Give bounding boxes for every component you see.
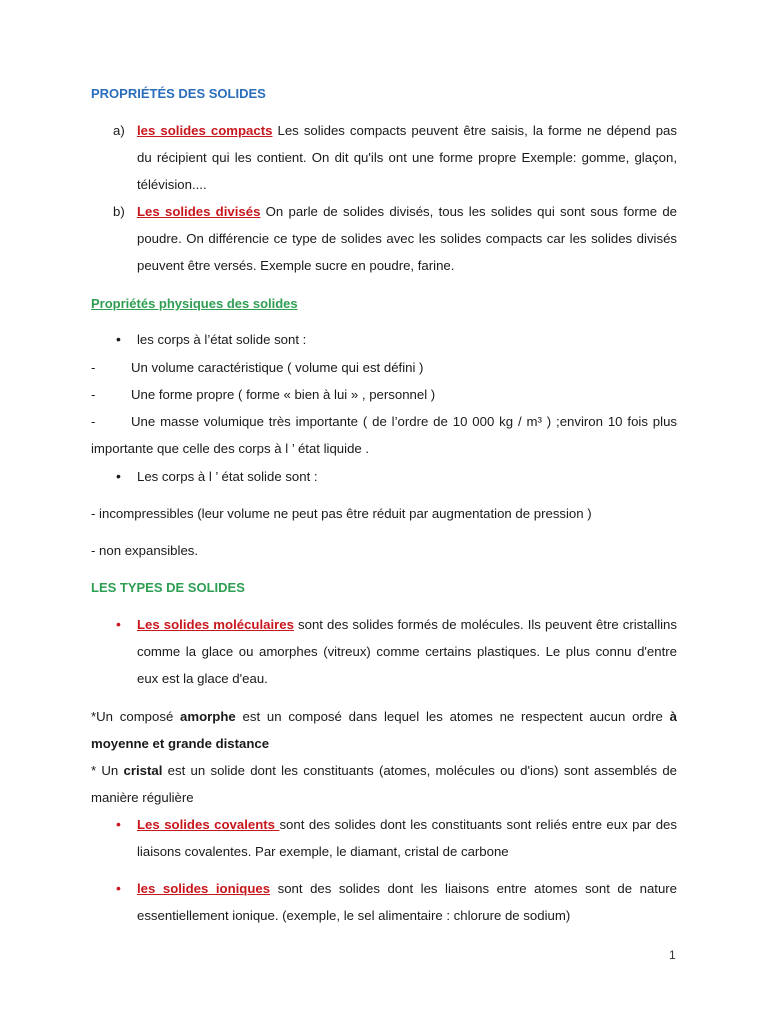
type-covalent xyxy=(137,811,677,865)
list-item-solides-compacts xyxy=(137,117,677,198)
type-molecular xyxy=(137,611,677,692)
term-solides-moleculaires: Les solides moléculaires xyxy=(137,617,294,632)
text-solides-ioniques: sont des solides dont les liaisons entre atomes sont de nature essentiellement ionique. (exemple, le sel alimentaire : chlorure de sodium) xyxy=(137,881,678,923)
type-ionic xyxy=(137,875,677,929)
bullet-symbol: • xyxy=(116,616,121,632)
bullet-corps-solide: Les corps à l ’ état solide sont : xyxy=(137,469,318,484)
text-solides-divises: On parle de solides divisés, tous les solides qui sont sous forme de poudre. On différencie ce type de solides avec les solides compacts car les solides divisés peuvent être versés. Exemple sucre en poudre, farine. xyxy=(137,204,677,273)
bullet-symbol: • xyxy=(116,468,121,484)
text-solides-covalents: sont des solides dont les constituants sont reliés entre eux par des liaisons covalentes. Par exemple, le diamant, cristal de carbone xyxy=(137,817,677,859)
page-number: 1 xyxy=(669,948,676,962)
term-solides-covalents: Les solides covalents xyxy=(137,817,280,832)
list-marker-a: a) xyxy=(113,123,125,138)
note-amorphe xyxy=(91,703,677,757)
bullet-symbol: • xyxy=(116,880,121,896)
heading-physical-properties: Propriétés physiques des solides xyxy=(91,296,298,311)
heading-types: LES TYPES DE SOLIDES xyxy=(91,580,245,595)
note-prefix: *Un composé xyxy=(91,709,181,724)
dash-volume: Un volume caractéristique ( volume qui est défini ) xyxy=(131,360,424,375)
dash-marker: - xyxy=(91,360,96,375)
list-marker-b: b) xyxy=(113,204,125,219)
bullet-etat-solide: les corps à l’état solide sont : xyxy=(137,332,307,347)
note-cristal xyxy=(91,757,677,811)
text-solides-moleculaires: sont des solides formés de molécules. Ils peuvent être cristallins comme la glace ou amorphes (vitreux) comme certains plastiques. Le plus connu d'entre eux est la glace d'eau. xyxy=(137,617,677,686)
term-solides-divises: Les solides divisés xyxy=(137,204,261,219)
dash-masse-volumique: Une masse volumique très importante ( de l’ordre de 10 000 kg / m³ ) ;environ 10 fois plus importante que celle des corps à l ’ état liquide . xyxy=(91,414,677,456)
list-item-solides-divises xyxy=(137,198,677,279)
line-incompressibles: - incompressibles (leur volume ne peut pas être réduit par augmentation de pression ) xyxy=(91,506,592,521)
term-amorphe: amorphe xyxy=(180,709,236,724)
note-amorphe-bold: à moyenne et grande distance xyxy=(91,709,677,751)
term-solides-ioniques: les solides ioniques xyxy=(137,881,271,896)
dash-marker: - xyxy=(91,414,96,429)
note-prefix: * Un xyxy=(91,763,124,778)
bullet-symbol: • xyxy=(116,331,121,347)
dash-marker: - xyxy=(91,387,96,402)
dash-forme: Une forme propre ( forme « bien à lui » , personnel ) xyxy=(131,387,436,402)
term-cristal: cristal xyxy=(123,763,163,778)
text-solides-compacts: Les solides compacts peuvent être saisis, la forme ne dépend pas du récipient qui les contient. On dit qu'ils ont une forme propre Exemple: gomme, glaçon, télévision.... xyxy=(137,123,677,192)
line-non-expansibles: - non expansibles. xyxy=(91,543,199,558)
term-solides-compacts: les solides compacts xyxy=(137,123,273,138)
note-amorphe-text: est un composé dans lequel les atomes ne respectent aucun ordre xyxy=(235,709,670,724)
heading-main: PROPRIÉTÉS DES SOLIDES xyxy=(91,86,266,101)
note-cristal-text: est un solide dont les constituants (atomes, molécules ou d'ions) sont assemblés de manière régulière xyxy=(91,763,677,805)
bullet-symbol: • xyxy=(116,816,121,832)
